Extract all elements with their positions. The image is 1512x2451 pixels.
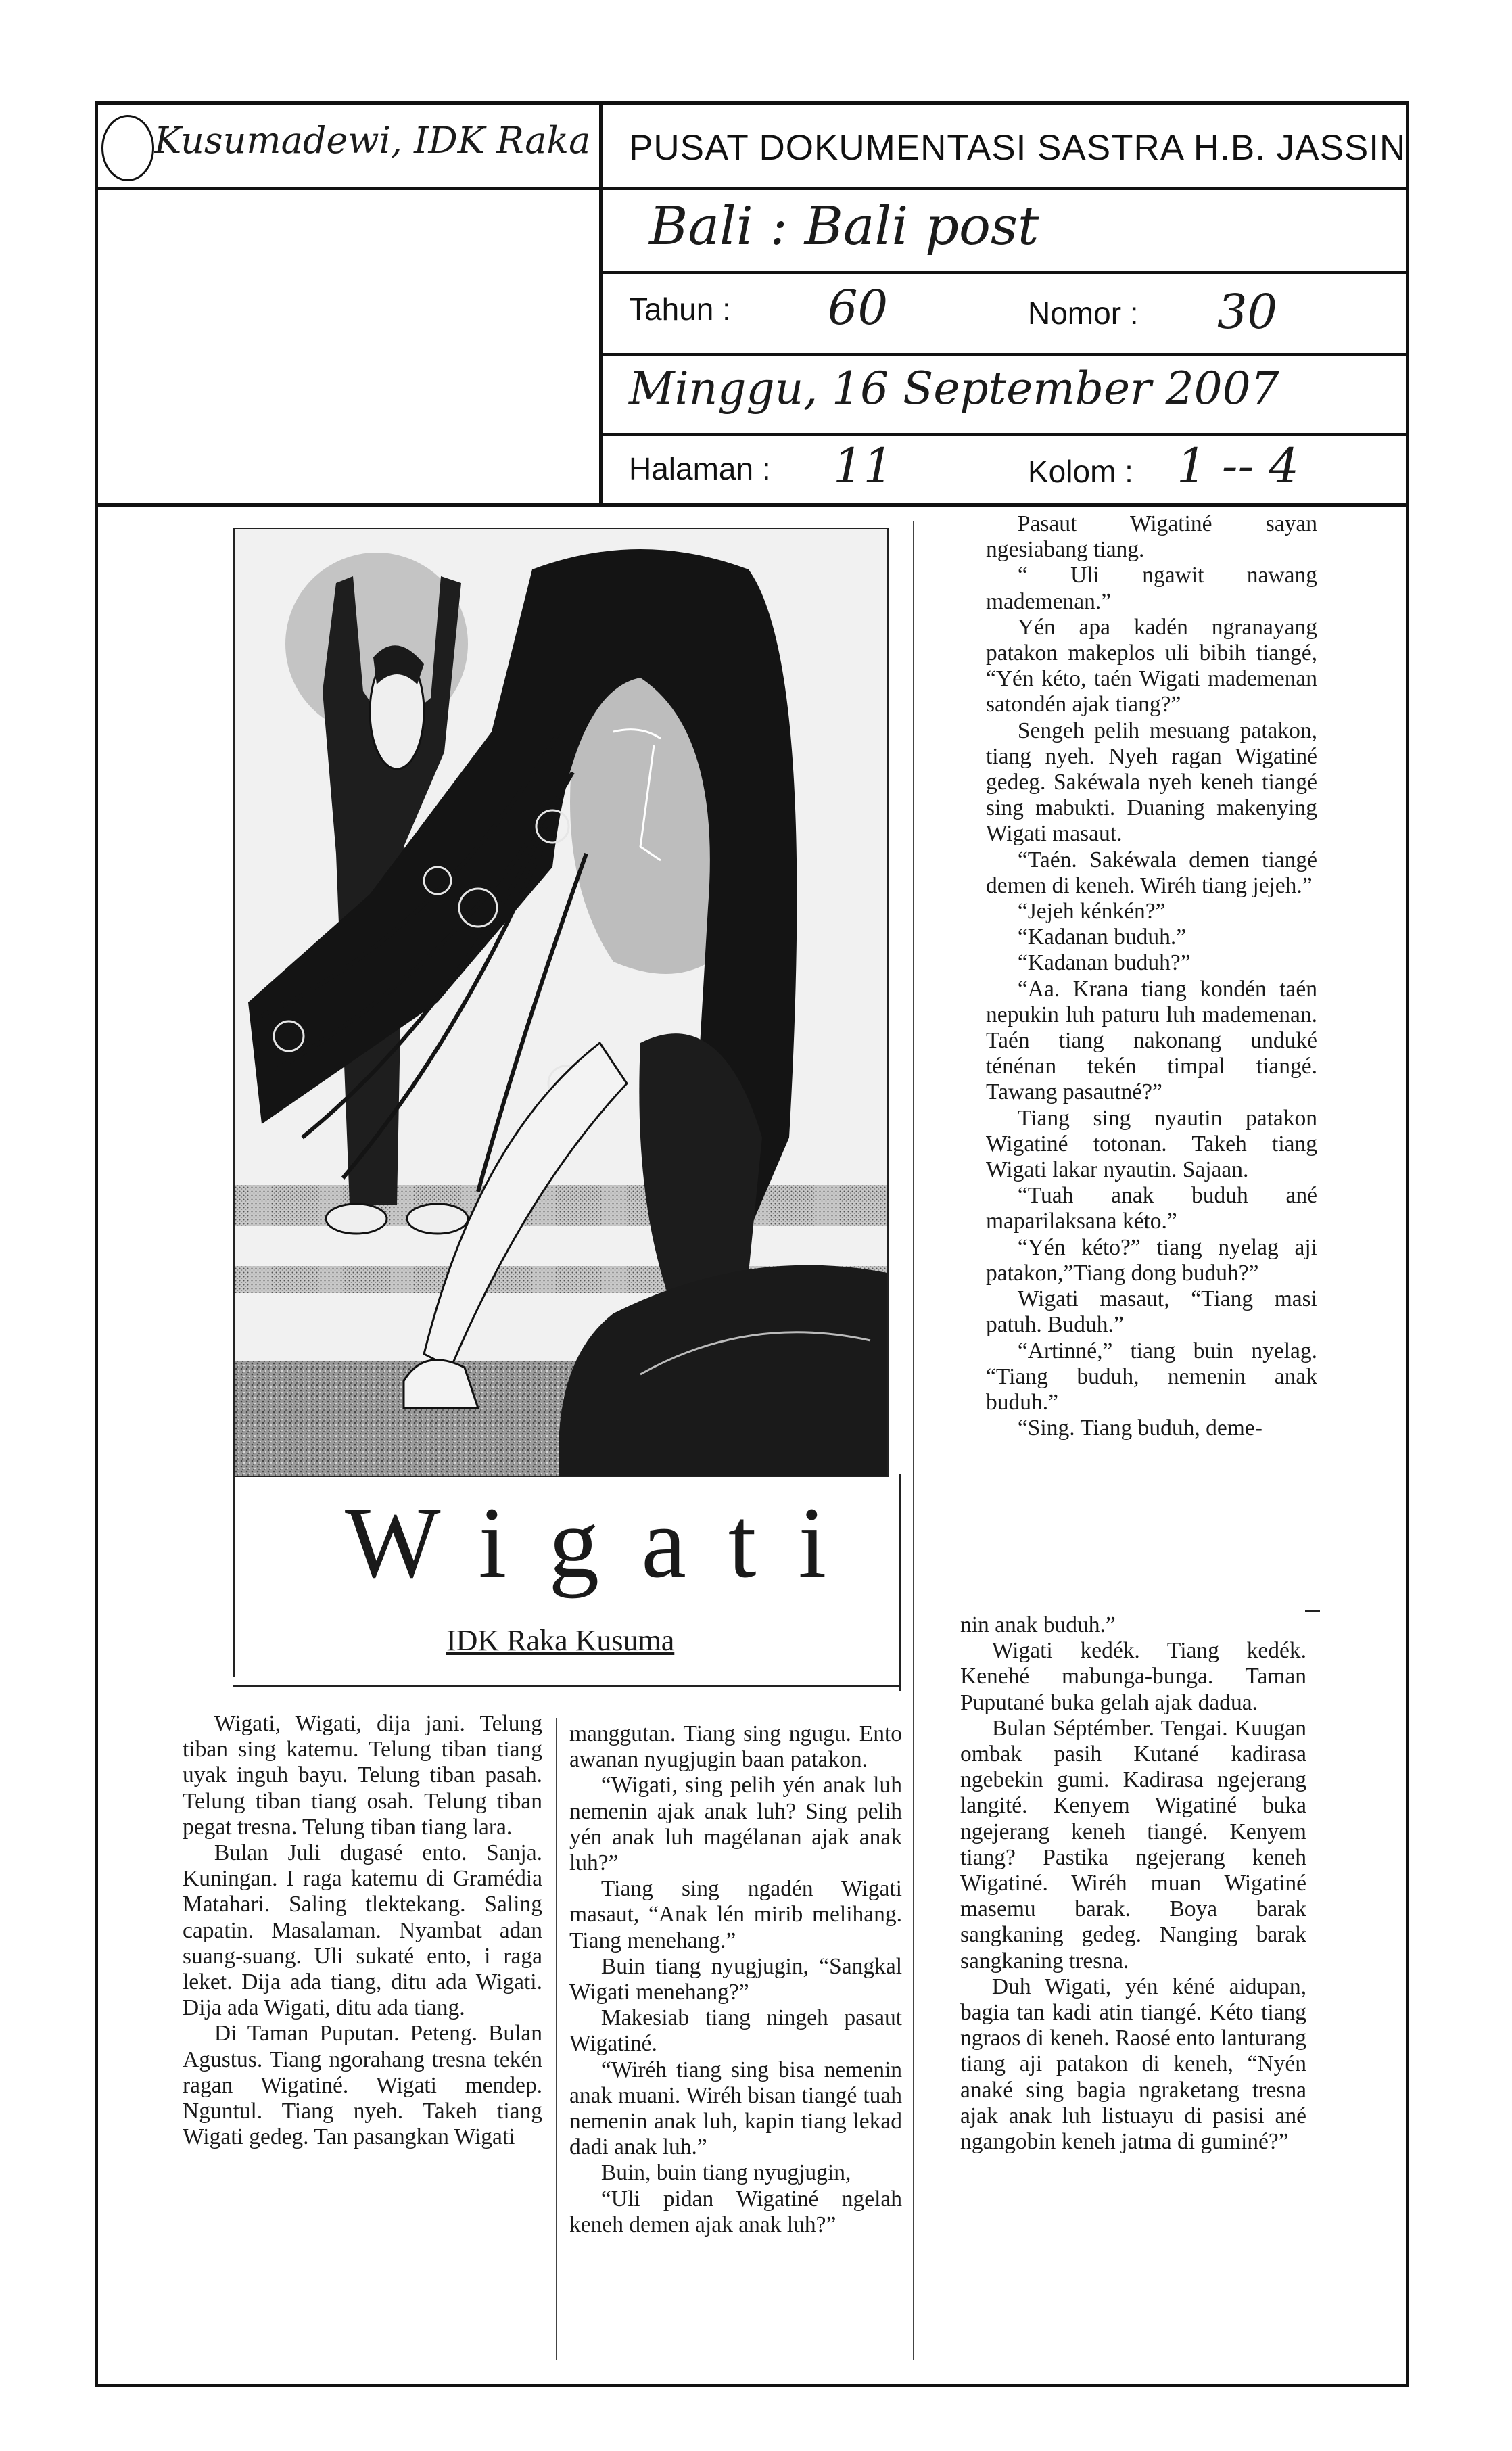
paragraph: Wigati kedék. Tiang kedék. Kenehé mabunga-bunga. Taman Puputané buka gelah ajak dadua. (960, 1638, 1306, 1715)
column-rule-2 (913, 521, 914, 2360)
paragraph: “ Uli ngawit nawang mademenan.” (986, 563, 1317, 614)
paragraph: Bulan Juli dugasé ento. Sanja. Kuningan. I raga katemu di Gramédia Matahari. Saling tlektekang. Saling capatin. Masalaman. Nyambat adan suang-suang. Uli sukaté ento, i raga leket. Dija ada tiang, ditu ada Wigati. Dija ada Wigati, ditu ada tiang. (183, 1840, 542, 2021)
illustration-bottom-rule (233, 1685, 899, 1687)
title-rule-left (233, 1447, 235, 1677)
paragraph: “Artinné,” tiang buin nyelag. “Tiang buduh, nemenin anak buduh.” (986, 1338, 1317, 1415)
archive-stamp-icon (101, 115, 154, 181)
article-column-2 (569, 1721, 902, 2238)
paragraph: “Kadanan buduh?” (1017, 950, 1191, 976)
number-value: 30 (1217, 284, 1278, 340)
paragraph: Duh Wigati, yén kéné aidupan, bagia tan kadi atin tiangé. Kéto tiang ngraos di keneh. Raosé ento lanturang tiang aji patakon di keneh, “Nyén anaké sing bagia ngraketang tresna ajak anak luh listuayu di pasisi ané ngangobin keneh jatma di guminé?” (960, 1974, 1306, 2155)
title-rule-right (899, 1474, 901, 1691)
paragraph: Di Taman Puputan. Peteng. Bulan Agustus. Tiang ngorahang tresna tekén ragan Wigatiné. Wigati mendep. Nguntul. Tiang nyeh. Takeh tiang Wigati gedeg. Tan pasangkan Wigati (183, 2021, 542, 2150)
year-value: 60 (828, 280, 889, 335)
article-column-1 (183, 1711, 542, 2150)
article-illustration (233, 528, 889, 1477)
paragraph: manggutan. Tiang sing ngugu. Ento awanan nyugjugin baan patakon. (569, 1721, 902, 1773)
paragraph: Buin tiang nyugjugin, “Sangkal Wigati menehang?” (569, 1953, 902, 2005)
column-3-break-mark (1305, 1610, 1320, 1612)
paragraph: nin anak buduh.” (960, 1612, 1116, 1637)
author-handwritten: Kusumadewi, IDK Raka (154, 119, 591, 162)
number-label: Nomor : (1028, 296, 1139, 331)
article-column-3-lower (960, 1612, 1306, 2155)
paragraph: Bulan Séptémber. Tengai. Kuugan ombak pasih Kutané kadirasa ngebekin gumi. Kadirasa ngejerang langité. Kenyem Wigatiné buka ngejerang keneh tiangé. Kenyem tiang? Pastika ngejerang keneh Wigatiné. Wiréh muan Wigatiné masemu barak. Boya barak sangkaning gedeg. Nanging barak sangkaning tresna. (960, 1715, 1306, 1974)
paragraph: “Sing. Tiang buduh, deme- (1017, 1416, 1262, 1441)
header-divider-date (599, 433, 1409, 436)
paragraph: “Wiréh tiang sing bisa nemenin anak muani. Wiréh bisan tiangé tuah nemenin anak luh, kapin tiang lekad dadi anak luh.” (569, 2057, 902, 2160)
paragraph: “Uli pidan Wigatiné ngelah keneh demen ajak anak luh?” (569, 2186, 902, 2237)
paragraph: Makesiab tiang ningeh pasaut Wigatiné. (569, 2005, 902, 2057)
paragraph: Yén apa kadén ngranayang patakon makeplos uli bibih tiangé, “Yén kéto, taén Wigati mademenan satondén ajak tiang?” (986, 614, 1317, 718)
year-label: Tahun : (629, 291, 731, 327)
header-divider-top-row (95, 187, 1409, 190)
date-handwritten: Minggu, 16 September 2007 (629, 363, 1279, 415)
page-value: 11 (833, 438, 894, 494)
paragraph: “Yén kéto?” tiang nyelag aji patakon,”Tiang dong buduh?” (986, 1234, 1317, 1286)
paragraph: “Wigati, sing pelih yén anak luh nemenin ajak anak luh? Sing pelih yén anak luh magélanan ajak anak luh?” (569, 1773, 902, 1876)
paragraph: Pasaut Wigatiné sayan ngesiabang tiang. (986, 511, 1317, 563)
illustration-drawing (235, 529, 887, 1476)
paragraph: “Aa. Krana tiang kondén taén nepukin luh paturu luh mademenan. Taén tiang nakonang unduké ténénan tekén timpal tiangé. Tawang pasautné?” (986, 976, 1317, 1105)
article-byline: IDK Raka Kusuma (446, 1624, 675, 1657)
column-rule-1 (556, 1718, 557, 2360)
article-title: Wigati (345, 1487, 869, 1599)
header-divider-source (599, 271, 1409, 274)
source-handwritten: Bali : Bali post (649, 196, 1039, 257)
paragraph: Sengeh pelih mesuang patakon, tiang nyeh. Nyeh ragan Wigatiné gedeg. Sakéwala nyeh keneh tiangé sing mabukti. Duaning makenying Wigati masaut. (986, 718, 1317, 847)
paragraph: Wigati masaut, “Tiang masi patuh. Buduh.” (986, 1286, 1317, 1338)
paragraph: Tiang sing nyautin patakon Wigatiné totonan. Takeh tiang Wigati lakar nyautin. Sajaan. (986, 1105, 1317, 1183)
header-divider-vertical (599, 101, 603, 507)
page-label: Halaman : (629, 451, 771, 486)
paragraph: “Kadanan buduh.” (1017, 925, 1187, 950)
paragraph: “Taén. Sakéwala demen tiangé demen di keneh. Wiréh tiang jejeh.” (986, 847, 1317, 898)
paragraph: Wigati, Wigati, dija jani. Telung tiban sing katemu. Telung tiban tiang uyak inguh bayu. Telung tiban pasah. Telung tiban tiang osah. Telung tiban pegat tresna. Telung tiban tiang lara. (183, 1711, 542, 1840)
paragraph: Tiang sing ngadén Wigati masaut, “Anak lén mirib melihang. Tiang menehang.” (569, 1876, 902, 1953)
archive-name: PUSAT DOKUMENTASI SASTRA H.B. JASSIN (629, 128, 1407, 168)
column-value: 1 -- 4 (1177, 438, 1299, 494)
header-divider-year (599, 353, 1409, 356)
column-label: Kolom : (1028, 454, 1133, 489)
paragraph: Buin, buin tiang nyugjugin, (600, 2160, 851, 2186)
paragraph: “Tuah anak buduh ané maparilaksana kéto.” (986, 1183, 1317, 1234)
article-column-3-upper (986, 511, 1317, 1441)
paragraph: “Jejeh kénkén?” (1017, 899, 1166, 925)
